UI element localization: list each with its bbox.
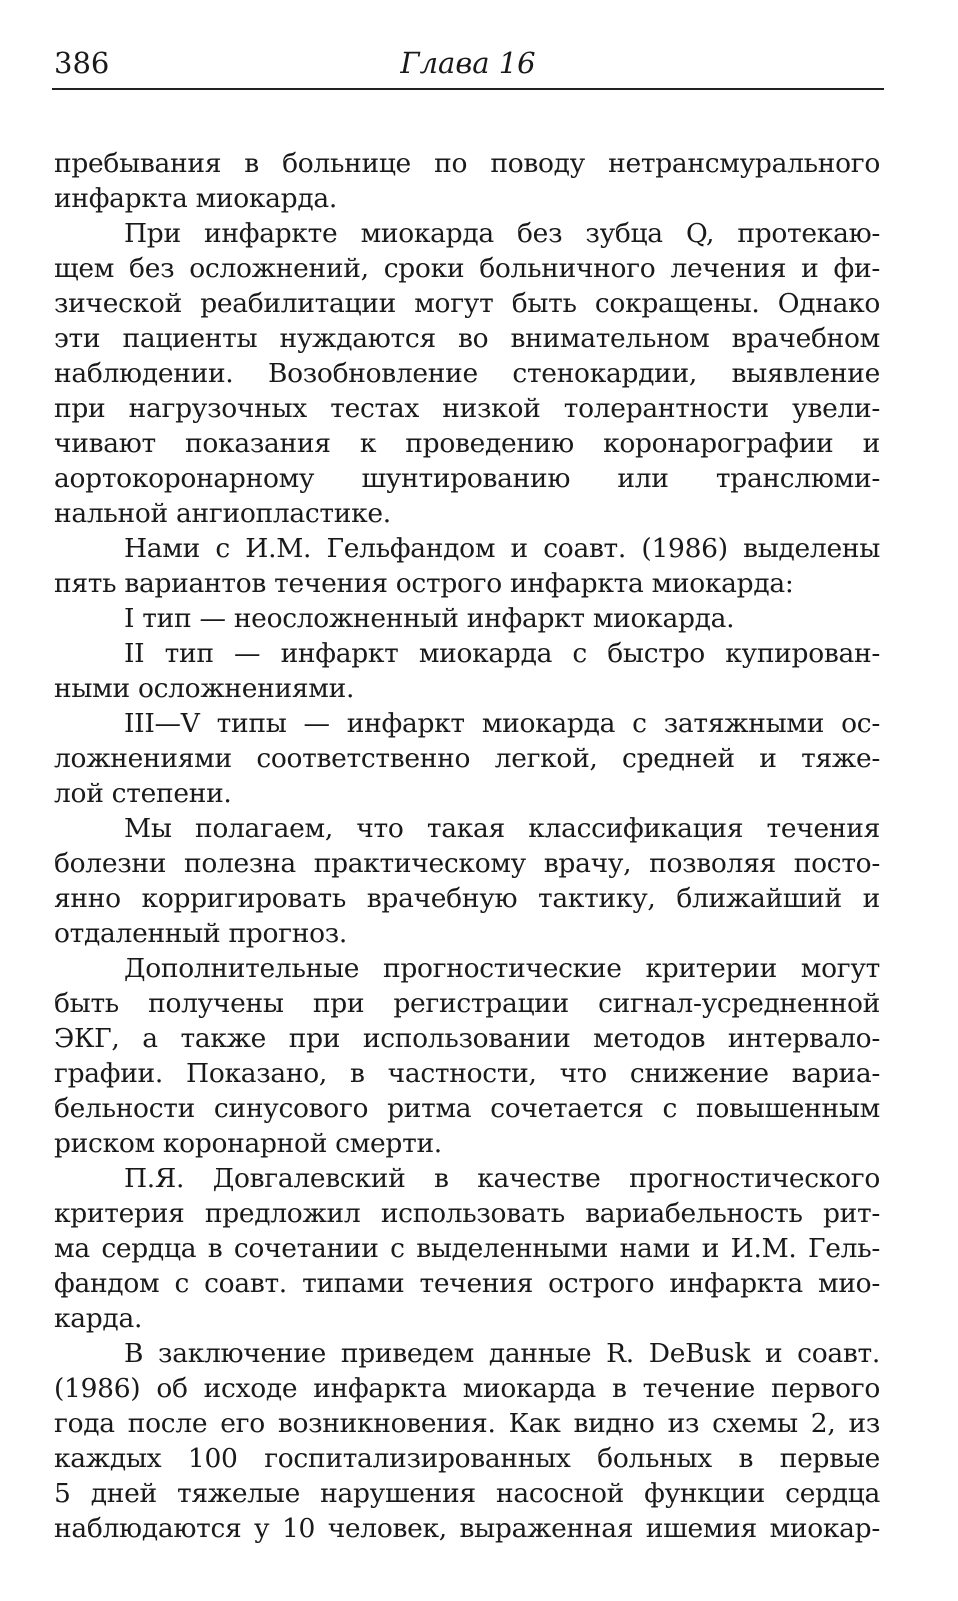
text-line: зической реабилитации могут быть сокращены. Однако: [54, 288, 880, 319]
text-line: критерия предложил использовать вариабельность рит-: [54, 1198, 880, 1229]
text-line: отдаленный прогноз.: [54, 918, 348, 949]
text-line: I тип — неосложненный инфаркт миокарда.: [124, 603, 735, 634]
text-line: чивают показания к проведению коронарографии и: [54, 428, 880, 459]
text-line: каждых 100 госпитализированных больных в первые: [54, 1443, 880, 1474]
text-line: пять вариантов течения острого инфаркта миокарда:: [54, 568, 794, 599]
text-line: болезни полезна практическому врачу, позволяя посто-: [54, 848, 880, 879]
text-line: 5 дней тяжелые нарушения насосной функции сердца: [54, 1478, 880, 1509]
text-line: (1986) об исходе инфаркта миокарда в течение первого: [54, 1373, 880, 1404]
text-line: ложнениями соответственно легкой, средней и тяже-: [54, 743, 880, 774]
text-line: ма сердца в сочетании с выделенными нами и И.М. Гель-: [54, 1233, 880, 1264]
text-line: карда.: [54, 1303, 143, 1334]
text-line: Нами с И.М. Гельфандом и соавт. (1986) выделены: [124, 533, 880, 564]
text-line: П.Я. Довгалевский в качестве прогностического: [124, 1163, 880, 1194]
text-line: При инфаркте миокарда без зубца Q, протекаю-: [124, 218, 880, 249]
text-line: быть получены при регистрации сигнал-усредненной: [54, 988, 880, 1019]
text-line: фандом с соавт. типами течения острого инфаркта мио-: [54, 1268, 880, 1299]
page-header: [52, 42, 884, 90]
text-line: щем без осложнений, сроки больничного лечения и фи-: [54, 253, 880, 284]
text-line: В заключение приведем данные R. DeBusk и соавт.: [124, 1338, 880, 1369]
text-line: лой степени.: [54, 778, 232, 809]
page-number: 386: [54, 46, 110, 80]
text-line: янно корригировать врачебную тактику, ближайший и: [54, 883, 880, 914]
text-line: наблюдении. Возобновление стенокардии, выявление: [54, 358, 880, 389]
text-line: Дополнительные прогностические критерии могут: [124, 953, 880, 984]
text-line: бельности синусового ритма сочетается с повышенным: [54, 1093, 880, 1124]
text-line: ными осложнениями.: [54, 673, 355, 704]
text-line: II тип — инфаркт миокарда с быстро купирован-: [124, 638, 880, 669]
text-line: инфаркта миокарда.: [54, 183, 337, 214]
text-line: III—V типы — инфаркт миокарда с затяжными ос-: [124, 708, 880, 739]
text-line: пребывания в больнице по поводу нетрансмурального: [54, 148, 880, 179]
text-line: года после его возникновения. Как видно из схемы 2, из: [54, 1408, 880, 1439]
text-line: при нагрузочных тестах низкой толерантности увели-: [54, 393, 880, 424]
text-line: эти пациенты нуждаются во внимательном врачебном: [54, 323, 880, 354]
text-line: аортокоронарному шунтированию или транслюми-: [54, 463, 880, 494]
text-line: риском коронарной смерти.: [54, 1128, 442, 1159]
body-text: [54, 146, 880, 1546]
text-line: нальной ангиопластике.: [54, 498, 391, 529]
chapter-title: Глава 16: [400, 46, 536, 80]
text-line: ЭКГ, а также при использовании методов интервало-: [54, 1023, 880, 1054]
text-line: Мы полагаем, что такая классификация течения: [124, 813, 880, 844]
text-line: наблюдаются у 10 человек, выраженная ишемия миокар-: [54, 1513, 880, 1544]
text-line: графии. Показано, в частности, что снижение вариа-: [54, 1058, 880, 1089]
